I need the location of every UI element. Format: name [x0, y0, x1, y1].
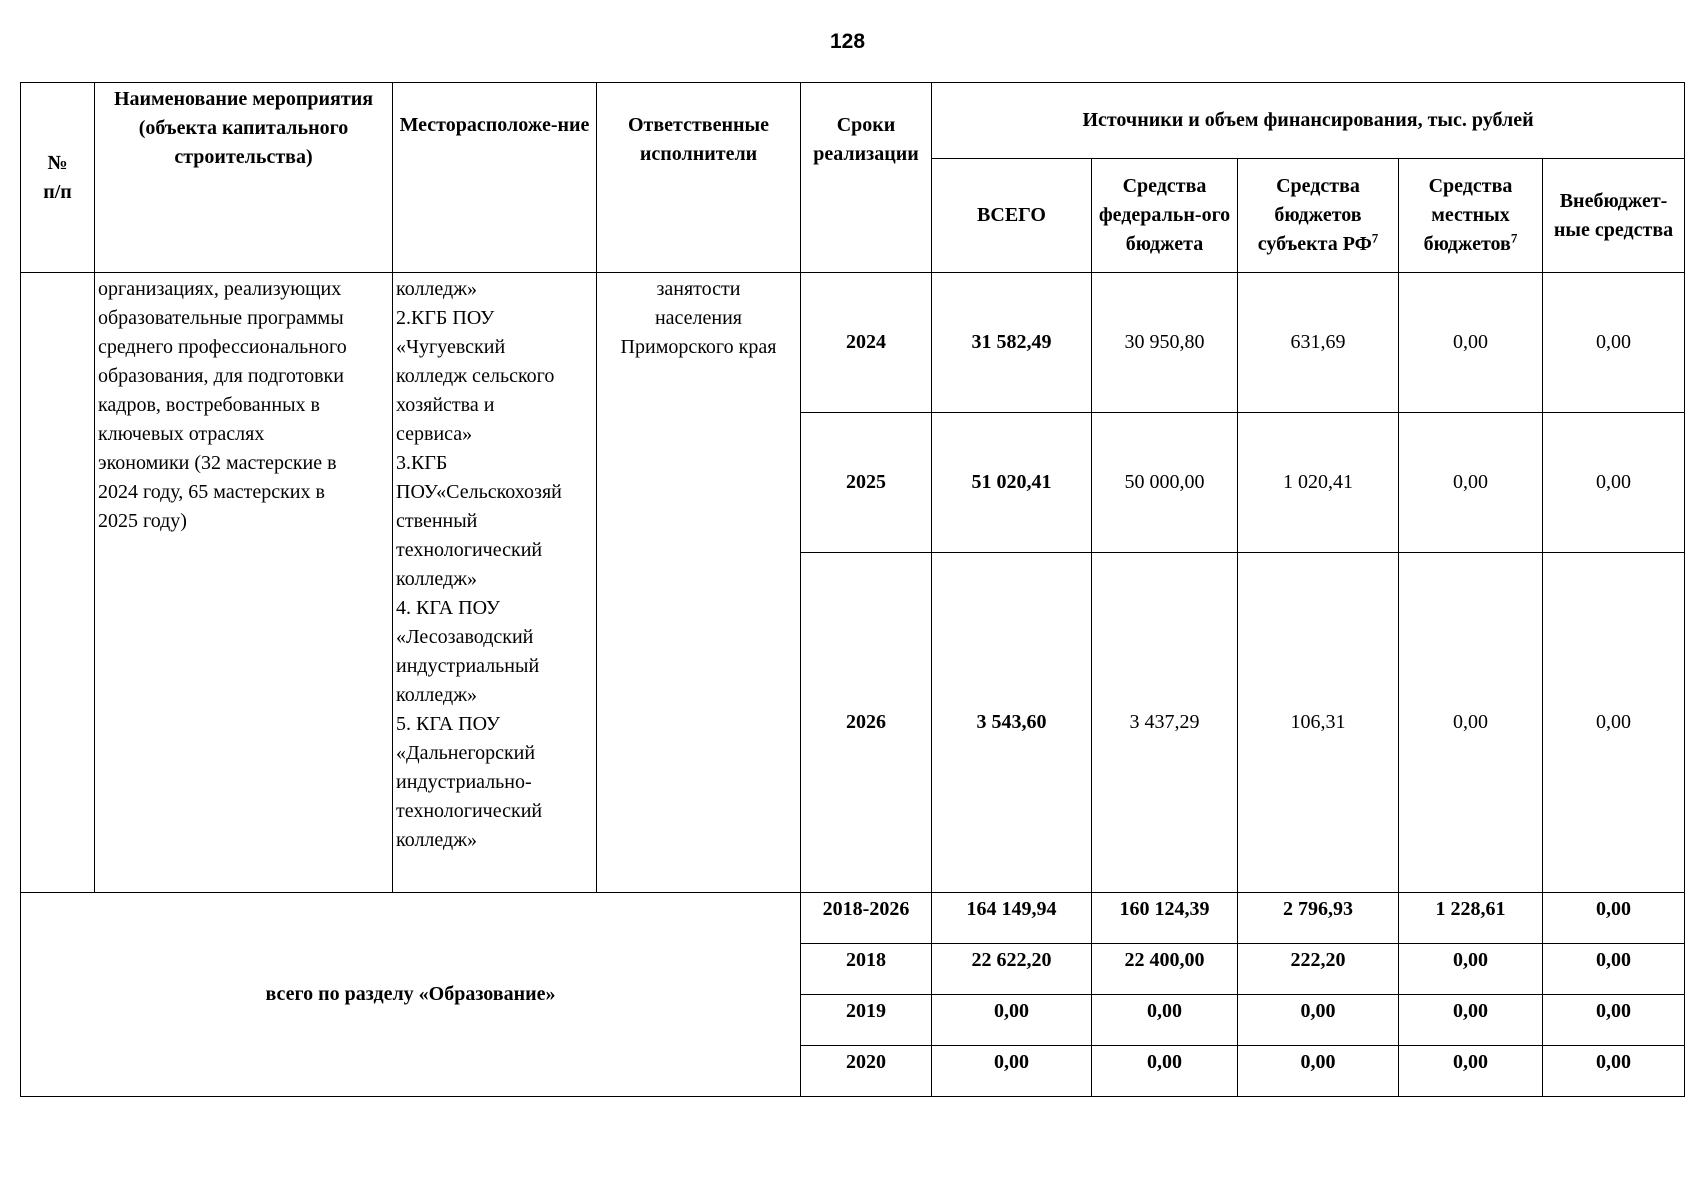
financing-table — [20, 82, 1685, 1097]
event-executor-line: населения — [654, 307, 743, 329]
regional-cell: 1 020,41 — [1238, 413, 1399, 553]
page-number: 128 — [829, 30, 866, 53]
event-location-line: 5. КГА ПОУ — [396, 713, 501, 735]
header-period: Сроки реализации — [801, 83, 932, 273]
header-regional-sup: 7 — [1371, 230, 1379, 246]
regional-cell: 106,31 — [1238, 553, 1399, 893]
federal-cell: 160 124,39 — [1092, 893, 1238, 944]
extra-cell: 0,00 — [1543, 553, 1685, 893]
total-cell: 3 543,60 — [932, 553, 1092, 893]
regional-cell: 222,20 — [1238, 944, 1399, 995]
event-name-line: образовательные программы — [98, 307, 344, 329]
table-row — [21, 273, 1685, 413]
event-location-line: технологический — [396, 800, 543, 822]
federal-cell: 30 950,80 — [1092, 273, 1238, 413]
total-cell: 51 020,41 — [932, 413, 1092, 553]
header-num-line1: № — [47, 151, 68, 174]
regional-cell: 631,69 — [1238, 273, 1399, 413]
event-name-line: 2025 году) — [98, 510, 187, 532]
event-location-line: колледж» — [396, 568, 478, 590]
header-federal: Средства федеральн-ого бюджета — [1092, 159, 1238, 273]
header-sources: Источники и объем финансирования, тыс. рублей — [932, 83, 1685, 159]
total-cell: 22 622,20 — [932, 944, 1092, 995]
federal-cell: 0,00 — [1092, 995, 1238, 1046]
extra-cell: 0,00 — [1543, 893, 1685, 944]
event-location-line: 4. КГА ПОУ — [396, 597, 501, 619]
year-cell: 2020 — [801, 1046, 932, 1097]
event-location-line: ПОУ«Сельскохозяй — [396, 481, 562, 503]
event-name-line: кадров, востребованных в — [98, 394, 320, 416]
event-location-line: «Чугуевский — [396, 336, 506, 358]
event-location-line: индустриальный — [396, 655, 540, 677]
header-local-sup: 7 — [1510, 230, 1518, 246]
header-name: Наименование мероприятия (объекта капитального строительства) — [95, 83, 393, 273]
header-local-text: Средства местных бюджетов — [1423, 175, 1513, 255]
event-name-line: экономики (32 мастерские в — [98, 452, 337, 474]
total-cell: 0,00 — [932, 1046, 1092, 1097]
year-cell: 2018 — [801, 944, 932, 995]
year-cell: 2024 — [801, 273, 932, 413]
event-location-line: колледж» — [396, 684, 478, 706]
event-location-line: хозяйства и — [396, 394, 495, 416]
event-name-line: организациях, реализующих — [98, 278, 342, 300]
event-location-line: индустриально- — [396, 771, 532, 793]
regional-cell: 2 796,93 — [1238, 893, 1399, 944]
local-cell: 0,00 — [1399, 273, 1543, 413]
extra-cell: 0,00 — [1543, 413, 1685, 553]
event-name-line: 2024 году, 65 мастерских в — [98, 481, 325, 503]
extra-cell: 0,00 — [1543, 1046, 1685, 1097]
local-cell: 1 228,61 — [1399, 893, 1543, 944]
federal-cell: 0,00 — [1092, 1046, 1238, 1097]
table-row — [21, 893, 1685, 944]
section-total-label: всего по разделу «Образование» — [21, 893, 801, 1097]
regional-cell: 0,00 — [1238, 995, 1399, 1046]
year-cell: 2026 — [801, 553, 932, 893]
event-name-line: ключевых отраслях — [98, 423, 265, 445]
header-num — [21, 83, 95, 273]
event-location-cell — [393, 273, 597, 893]
extra-cell: 0,00 — [1543, 944, 1685, 995]
local-cell: 0,00 — [1399, 413, 1543, 553]
event-name-cell — [95, 273, 393, 893]
year-cell: 2019 — [801, 995, 932, 1046]
header-extra: Внебюджет-ные средства — [1543, 159, 1685, 273]
event-location-line: колледж» — [396, 829, 478, 851]
federal-cell: 3 437,29 — [1092, 553, 1238, 893]
event-location-line: «Лесозаводский — [396, 626, 534, 648]
event-name-line: среднего профессионального — [98, 336, 347, 358]
event-executor-line: занятости — [656, 278, 741, 300]
extra-cell: 0,00 — [1543, 273, 1685, 413]
event-location-line: «Дальнегорский — [396, 742, 536, 764]
event-executor-line: Приморского края — [620, 336, 777, 358]
total-cell: 0,00 — [932, 995, 1092, 1046]
year-cell: 2018-2026 — [801, 893, 932, 944]
event-location-line: 3.КГБ — [396, 452, 448, 474]
federal-cell: 22 400,00 — [1092, 944, 1238, 995]
header-local — [1399, 159, 1543, 273]
federal-cell: 50 000,00 — [1092, 413, 1238, 553]
header-executors: Ответственные исполнители — [597, 83, 801, 273]
event-name-line: образования, для подготовки — [98, 365, 344, 387]
regional-cell: 0,00 — [1238, 1046, 1399, 1097]
header-regional — [1238, 159, 1399, 273]
local-cell: 0,00 — [1399, 995, 1543, 1046]
event-location-line: технологический — [396, 539, 543, 561]
event-location-line: ственный — [396, 510, 478, 532]
local-cell: 0,00 — [1399, 1046, 1543, 1097]
event-location-line: сервиса» — [396, 423, 473, 445]
extra-cell: 0,00 — [1543, 995, 1685, 1046]
event-executors-cell — [597, 273, 801, 893]
header-total: ВСЕГО — [932, 159, 1092, 273]
event-num-cell — [21, 273, 95, 893]
year-cell: 2025 — [801, 413, 932, 553]
event-location-line: колледж сельского — [396, 365, 555, 387]
total-cell: 31 582,49 — [932, 273, 1092, 413]
local-cell: 0,00 — [1399, 553, 1543, 893]
total-cell: 164 149,94 — [932, 893, 1092, 944]
local-cell: 0,00 — [1399, 944, 1543, 995]
event-location-line: 2.КГБ ПОУ — [396, 307, 495, 329]
header-location: Месторасположе-ние — [393, 83, 597, 273]
event-location-line: колледж» — [396, 278, 478, 300]
header-regional-text: Средства бюджетов субъекта РФ — [1257, 175, 1372, 255]
header-num-line2: п/п — [43, 180, 72, 203]
